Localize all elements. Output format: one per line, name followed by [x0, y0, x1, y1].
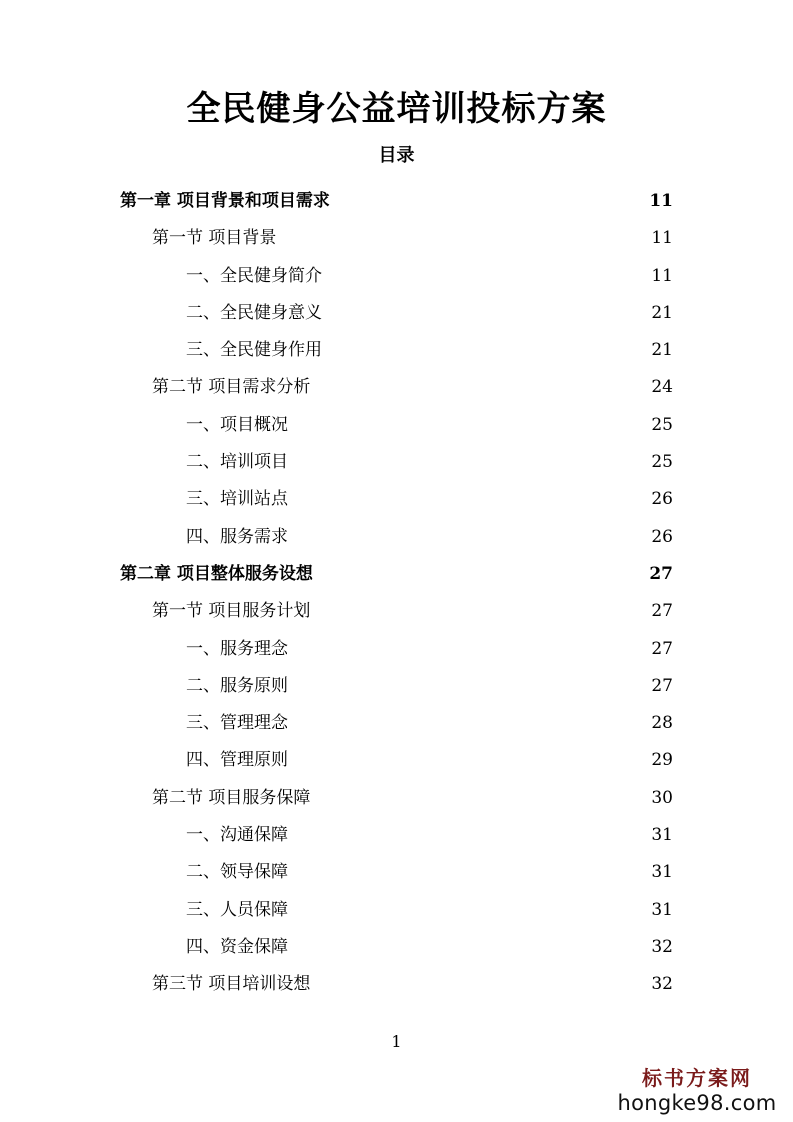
toc-entry-label: 第二章 项目整体服务设想 — [120, 563, 313, 584]
toc-dot-leader — [294, 929, 635, 966]
toc-subsection-entry[interactable] — [0, 444, 793, 481]
toc-dot-leader — [336, 183, 635, 220]
toc-dot-leader — [294, 444, 635, 481]
toc-entry-label: 第一节 项目服务计划 — [152, 601, 311, 622]
toc-dot-leader — [316, 780, 635, 817]
toc-subsection-entry[interactable] — [0, 742, 793, 779]
toc-subsection-entry[interactable] — [0, 258, 793, 295]
toc-entry-label: 四、资金保障 — [186, 936, 288, 957]
toc-entry-page: 28 — [651, 713, 673, 734]
toc-entry-page: 11 — [649, 191, 673, 211]
toc-subsection-entry[interactable] — [0, 519, 793, 556]
toc-subsection-entry[interactable] — [0, 407, 793, 444]
toc-entry-label: 三、全民健身作用 — [186, 340, 322, 361]
toc-entry-label: 一、全民健身简介 — [186, 265, 322, 286]
toc-dot-leader — [319, 556, 635, 593]
toc-entry-label: 第二节 项目需求分析 — [152, 377, 311, 398]
toc-entry-page: 11 — [651, 265, 673, 286]
toc-subsection-entry[interactable] — [0, 705, 793, 742]
toc-dot-leader — [316, 966, 635, 1003]
toc-entry-page: 27 — [649, 563, 673, 584]
toc-dot-leader — [328, 258, 635, 295]
toc-entry-page: 31 — [651, 862, 673, 883]
toc-section-entry[interactable] — [0, 780, 793, 817]
toc-entry-label: 四、服务需求 — [186, 526, 288, 547]
toc-dot-leader — [294, 854, 635, 891]
toc-subsection-entry[interactable] — [0, 854, 793, 891]
toc-subsection-entry[interactable] — [0, 631, 793, 668]
toc-section-entry[interactable] — [0, 966, 793, 1003]
toc-dot-leader — [316, 370, 635, 407]
toc-entry-page: 29 — [651, 750, 673, 771]
toc-entry-label: 三、人员保障 — [186, 899, 288, 920]
toc-subsection-entry[interactable] — [0, 892, 793, 929]
toc-entry-label: 二、领导保障 — [186, 862, 288, 883]
toc-subsection-entry[interactable] — [0, 929, 793, 966]
toc-chapter-entry[interactable] — [0, 556, 793, 593]
toc-dot-leader — [282, 220, 635, 257]
toc-entry-page: 25 — [651, 452, 673, 473]
toc-entry-label: 三、培训站点 — [186, 489, 288, 510]
toc-subsection-entry[interactable] — [0, 668, 793, 705]
toc-entry-label: 第一节 项目背景 — [152, 228, 277, 249]
toc-dot-leader — [328, 295, 635, 332]
toc-entry-label: 第三节 项目培训设想 — [152, 974, 311, 995]
toc-dot-leader — [294, 668, 635, 705]
watermark-name: 标书方案网 — [642, 1066, 752, 1090]
toc-dot-leader — [294, 482, 635, 519]
toc-dot-leader — [294, 705, 635, 742]
toc-section-entry[interactable] — [0, 220, 793, 257]
toc-chapter-entry[interactable] — [0, 183, 793, 220]
toc-entry-page: 26 — [651, 489, 673, 510]
document-title: 全民健身公益培训投标方案 — [186, 89, 607, 129]
toc-subsection-entry[interactable] — [0, 817, 793, 854]
toc-entry-page: 31 — [651, 899, 673, 920]
toc-entry-label: 二、服务原则 — [186, 675, 288, 696]
toc-entry-label: 一、服务理念 — [186, 638, 288, 659]
toc-dot-leader — [294, 407, 635, 444]
page-number: 1 — [391, 1032, 402, 1051]
toc-entry-page: 30 — [651, 787, 673, 808]
toc-entry-page: 25 — [651, 414, 673, 435]
toc-entry-label: 一、项目概况 — [186, 414, 288, 435]
toc-entry-label: 三、管理理念 — [186, 713, 288, 734]
watermark-url: hongke98.com — [617, 1091, 777, 1115]
toc-entry-label: 四、管理原则 — [186, 750, 288, 771]
table-of-contents — [0, 183, 793, 1004]
toc-entry-label: 第一章 项目背景和项目需求 — [120, 191, 330, 211]
toc-entry-label: 二、全民健身意义 — [186, 302, 322, 323]
toc-entry-page: 11 — [651, 228, 673, 249]
toc-heading: 目录 — [378, 145, 415, 166]
toc-entry-label: 一、沟通保障 — [186, 825, 288, 846]
toc-entry-page: 32 — [651, 974, 673, 995]
toc-entry-label: 第二节 项目服务保障 — [152, 787, 311, 808]
toc-entry-page: 21 — [651, 302, 673, 323]
toc-dot-leader — [294, 817, 635, 854]
toc-entry-page: 26 — [651, 526, 673, 547]
toc-dot-leader — [316, 593, 635, 630]
toc-entry-page: 32 — [651, 936, 673, 957]
toc-entry-page: 31 — [651, 825, 673, 846]
toc-entry-label: 二、培训项目 — [186, 452, 288, 473]
toc-subsection-entry[interactable] — [0, 481, 793, 518]
toc-section-entry[interactable] — [0, 593, 793, 630]
watermark-logo — [617, 1066, 777, 1116]
toc-subsection-entry[interactable] — [0, 332, 793, 369]
toc-subsection-entry[interactable] — [0, 295, 793, 332]
toc-entry-page: 27 — [651, 675, 673, 696]
toc-dot-leader — [294, 519, 635, 556]
toc-dot-leader — [294, 743, 635, 780]
toc-section-entry[interactable] — [0, 369, 793, 406]
toc-dot-leader — [294, 892, 635, 929]
toc-entry-page: 21 — [651, 340, 673, 361]
toc-entry-page: 27 — [651, 601, 673, 622]
toc-entry-page: 27 — [651, 638, 673, 659]
toc-dot-leader — [294, 631, 635, 668]
toc-entry-page: 24 — [651, 377, 673, 398]
toc-dot-leader — [328, 332, 635, 369]
